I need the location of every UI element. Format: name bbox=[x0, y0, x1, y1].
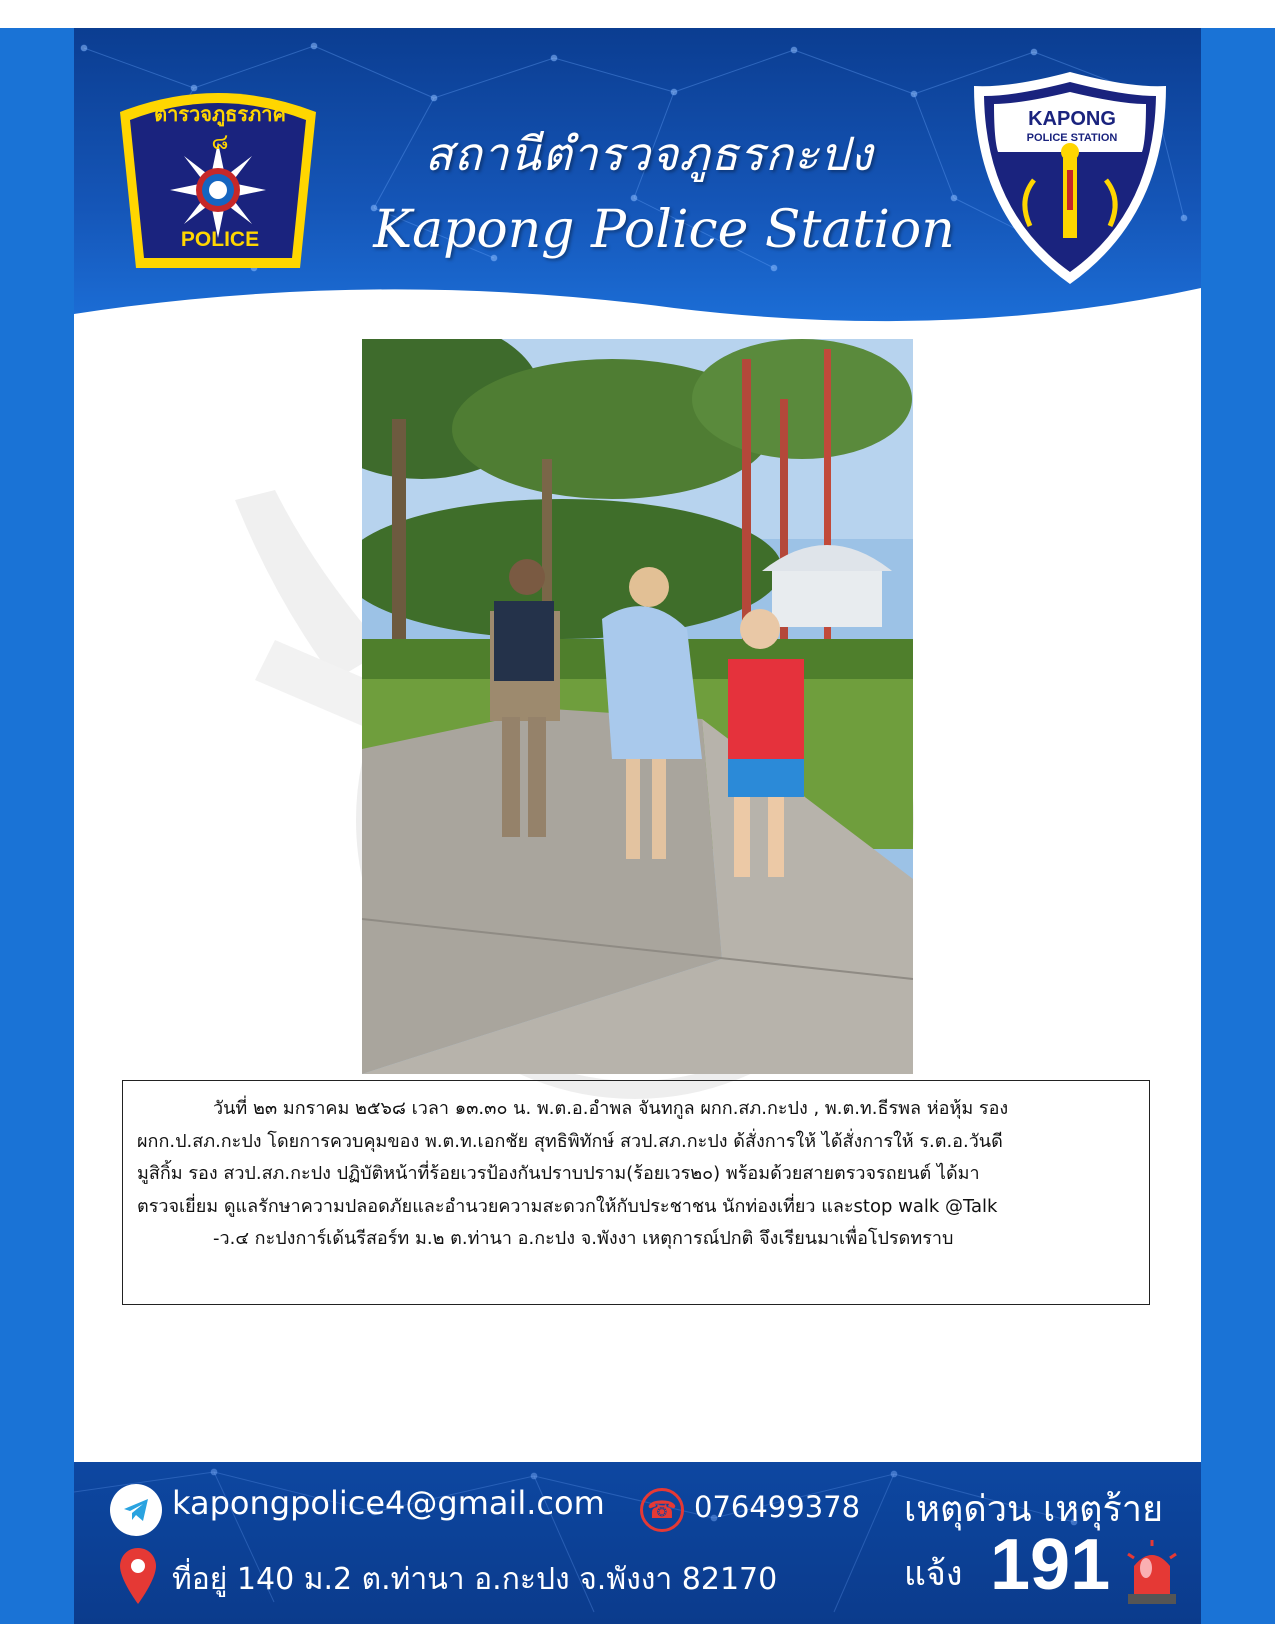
badge-right-line1: KAPONG bbox=[1028, 108, 1116, 130]
emergency-number[interactable]: 191 bbox=[990, 1525, 1111, 1605]
emergency-heading: เหตุด่วน เหตุร้าย bbox=[904, 1489, 1164, 1530]
badge-left-number: ๘ bbox=[211, 130, 229, 155]
frame-right bbox=[1201, 28, 1275, 1624]
phone-icon: ☎ bbox=[640, 1488, 684, 1532]
header-banner bbox=[74, 28, 1201, 328]
caption-line-4: ตรวจเยี่ยม ดูแลรักษาความปลอดภัยและอำนวยความสะดวกให้กับประชาชน นักท่องเที่ยว และstop walk @Talk bbox=[137, 1195, 998, 1217]
caption-line-1: วันที่ ๒๓ มกราคม ๒๕๖๘ เวลา ๑๓.๓๐ น. พ.ต.อ.อำพล จันทกูล ผกก.สภ.กะปง , พ.ต.ท.ธีรพล ห่อหุ้ม รอง bbox=[213, 1098, 1009, 1119]
location-pin-icon bbox=[118, 1546, 158, 1608]
contact-phone[interactable]: 076499378 bbox=[694, 1490, 861, 1524]
station-title-thai: สถานีตำรวจภูธรกะปง bbox=[424, 127, 874, 181]
patrol-photo-scene bbox=[362, 339, 913, 1074]
badge-right-line2: POLICE STATION bbox=[1026, 132, 1118, 144]
badge-left-top-text: ตำรวจภูธรภาค bbox=[154, 102, 286, 126]
patrol-photo bbox=[362, 339, 913, 1074]
report-caption bbox=[122, 1080, 1150, 1305]
siren-icon bbox=[1124, 1540, 1180, 1606]
header-wave bbox=[74, 278, 1201, 328]
emergency-report-label: แจ้ง bbox=[904, 1554, 963, 1594]
caption-line-5: -ว.๔ กะปงการ์เด้นรีสอร์ท ม.๒ ต.ท่านา อ.กะปง จ.พังงา เหตุการณ์ปกติ จึงเรียนมาเพื่อโปรดทราบ bbox=[213, 1228, 954, 1249]
station-title-english: Kapong Police Station bbox=[373, 200, 955, 260]
badge-left-bottom-text: POLICE bbox=[180, 228, 260, 251]
kapong-station-badge bbox=[970, 66, 1170, 288]
contact-email[interactable]: kapongpolice4@gmail.com bbox=[172, 1484, 605, 1522]
frame-left bbox=[0, 28, 74, 1624]
caption-line-2: ผกก.ป.สภ.กะปง โดยการควบคุมของ พ.ต.ท.เอกชัย สุทธิพิทักษ์ สวป.สภ.กะปง ด้สั่งการให้ ได้สั่งการให้ ร.ต.อ.วันดี bbox=[137, 1130, 1003, 1152]
telegram-icon bbox=[110, 1484, 162, 1536]
contact-address: ที่อยู่ 140 ม.2 ต.ท่านา อ.กะปง จ.พังงา 82170 bbox=[172, 1562, 778, 1597]
contact-footer bbox=[74, 1462, 1201, 1624]
caption-line-3: มูสิกิ้ม รอง สวป.สภ.กะปง ปฏิบัติหน้าที่ร้อยเวรป้องกันปราบปราม(ร้อยเวร๒๐) พร้อมด้วยสายตรวจรถยนต์ ได้มา bbox=[137, 1163, 980, 1184]
